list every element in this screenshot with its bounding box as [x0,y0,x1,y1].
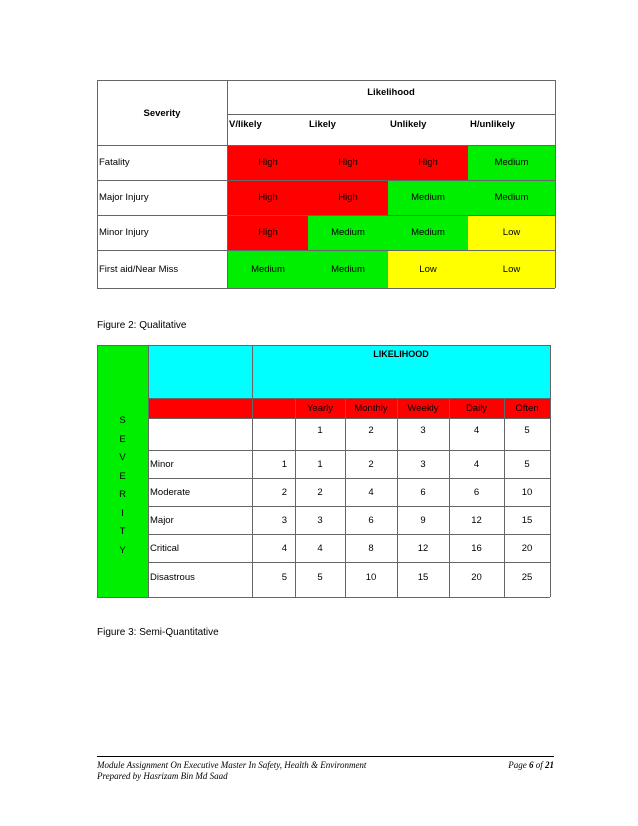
severity-letter: V [119,452,126,463]
risk-cell: Low [468,250,555,288]
risk-score: 9 [420,514,426,526]
likelihood-value: 4 [473,424,480,436]
page-prefix: Page [508,760,529,770]
table-border [97,345,550,346]
severity-letter: R [119,489,126,500]
table-border [148,562,550,563]
table-border [97,180,555,181]
row-label-major: Major [150,514,174,526]
risk-score: 2 [317,486,323,498]
figure-3-caption: Figure 3: Semi-Quantitative [97,627,219,638]
likelihood-header: LIKELIHOOD [373,349,429,359]
table-border [97,250,555,251]
risk-score: 1 [317,458,323,470]
risk-score: 15 [521,514,533,526]
risk-cell: Medium [468,145,555,180]
column-header-unlikely: Unlikely [390,118,427,130]
risk-score: 3 [317,514,323,526]
column-header-likely: Likely [309,118,336,130]
risk-score: 20 [471,571,482,583]
table-border [295,398,296,597]
risk-cell: High [228,180,308,215]
row-label-critical: Critical [150,542,180,554]
column-header-monthly: Monthly [354,402,388,414]
table-border [97,288,555,289]
table-border [97,80,555,81]
column-header-yearly: Yearly [306,402,334,414]
likelihood-value: 1 [317,424,323,436]
table-border [449,398,450,597]
risk-score: 2 [368,458,374,470]
column-header-vlikely: V/likely [229,118,262,130]
table-border [97,597,550,598]
severity-score: 1 [281,458,287,470]
table-border [227,80,228,288]
risk-score: 5 [317,571,323,583]
row-label-first-aid: First aid/Near Miss [99,263,179,275]
column-header-weekly: Weekly [407,402,439,414]
page-current: 6 [528,760,534,770]
likelihood-value: 5 [524,424,530,436]
severity-letter: Y [119,544,126,556]
risk-cell: Medium [388,215,468,250]
risk-cell: Medium [468,180,555,215]
risk-cell: Medium [388,180,468,215]
table-border [148,418,550,419]
risk-cell: Low [388,250,468,288]
risk-cell: High [308,180,388,215]
risk-score: 8 [368,542,374,554]
risk-cell: Medium [308,215,388,250]
table-border [252,345,253,597]
table-border [97,145,555,146]
risk-score: 4 [317,542,323,554]
table-border [148,398,550,399]
risk-score: 3 [420,458,426,470]
table-border [550,345,551,597]
risk-cell: Medium [228,250,308,288]
risk-cell: High [228,215,308,250]
risk-score: 15 [417,571,429,583]
table-border [345,398,346,597]
row-label-major-injury: Major Injury [99,192,149,203]
table-border [148,450,550,451]
column-header-often: Often [515,402,539,414]
likelihood-value: 2 [368,424,374,436]
row-label-moderate: Moderate [150,486,191,498]
risk-cell: Medium [308,250,388,288]
table-border [97,345,98,597]
table-border [227,114,555,115]
footer-rule [97,756,554,757]
risk-score: 16 [471,542,482,554]
risk-score: 6 [473,486,480,498]
risk-score: 6 [368,514,374,526]
risk-cell: Low [468,215,555,250]
page-of: of [533,760,545,770]
column-header-daily: Daily [465,402,488,414]
risk-score: 4 [368,486,374,498]
row-label-minor-injury: Minor Injury [99,227,149,238]
severity-score: 5 [281,571,287,583]
risk-score: 12 [471,514,482,526]
table-border [148,478,550,479]
risk-score: 10 [521,486,533,498]
severity-letter: I [121,507,124,519]
row-label-fatality: Fatality [99,157,130,168]
severity-letter: S [119,415,126,426]
risk-score: 12 [417,542,429,554]
table-border [397,398,398,597]
risk-score: 6 [420,486,426,498]
risk-score: 4 [473,458,480,470]
severity-header: Severity [143,107,181,119]
risk-score: 5 [524,458,530,470]
row-label-minor: Minor [150,458,174,470]
severity-letter: T [119,526,126,537]
table-border [504,398,505,597]
risk-score: 25 [521,571,533,583]
table-border [97,215,555,216]
table-border [97,80,98,288]
page-total: 21 [545,760,554,770]
likelihood-header: Likelihood [367,86,415,98]
footer-author: Prepared by Hasrizam Bin Md Saad [97,771,228,781]
severity-score: 2 [281,486,287,498]
table-border [148,345,149,597]
severity-score: 4 [281,542,287,554]
risk-cell: High [308,145,388,180]
footer-module-title: Module Assignment On Executive Master In Safety, Health & Environment [97,760,367,770]
severity-score: 3 [281,514,287,526]
risk-cell: High [228,145,308,180]
risk-score: 20 [521,542,533,554]
column-header-hunlikely: H/unlikely [470,118,515,130]
table-border [148,506,550,507]
risk-score: 10 [365,571,377,583]
table-border [148,534,550,535]
likelihood-value: 3 [420,424,426,436]
risk-cell: High [388,145,468,180]
severity-letter: E [119,470,126,482]
severity-vertical-label [97,412,148,560]
severity-letter: E [119,433,126,445]
table-border [555,80,556,288]
row-label-disastrous: Disastrous [150,571,195,583]
footer-page-number [488,760,554,770]
figure-2-caption: Figure 2: Qualitative [97,320,187,331]
